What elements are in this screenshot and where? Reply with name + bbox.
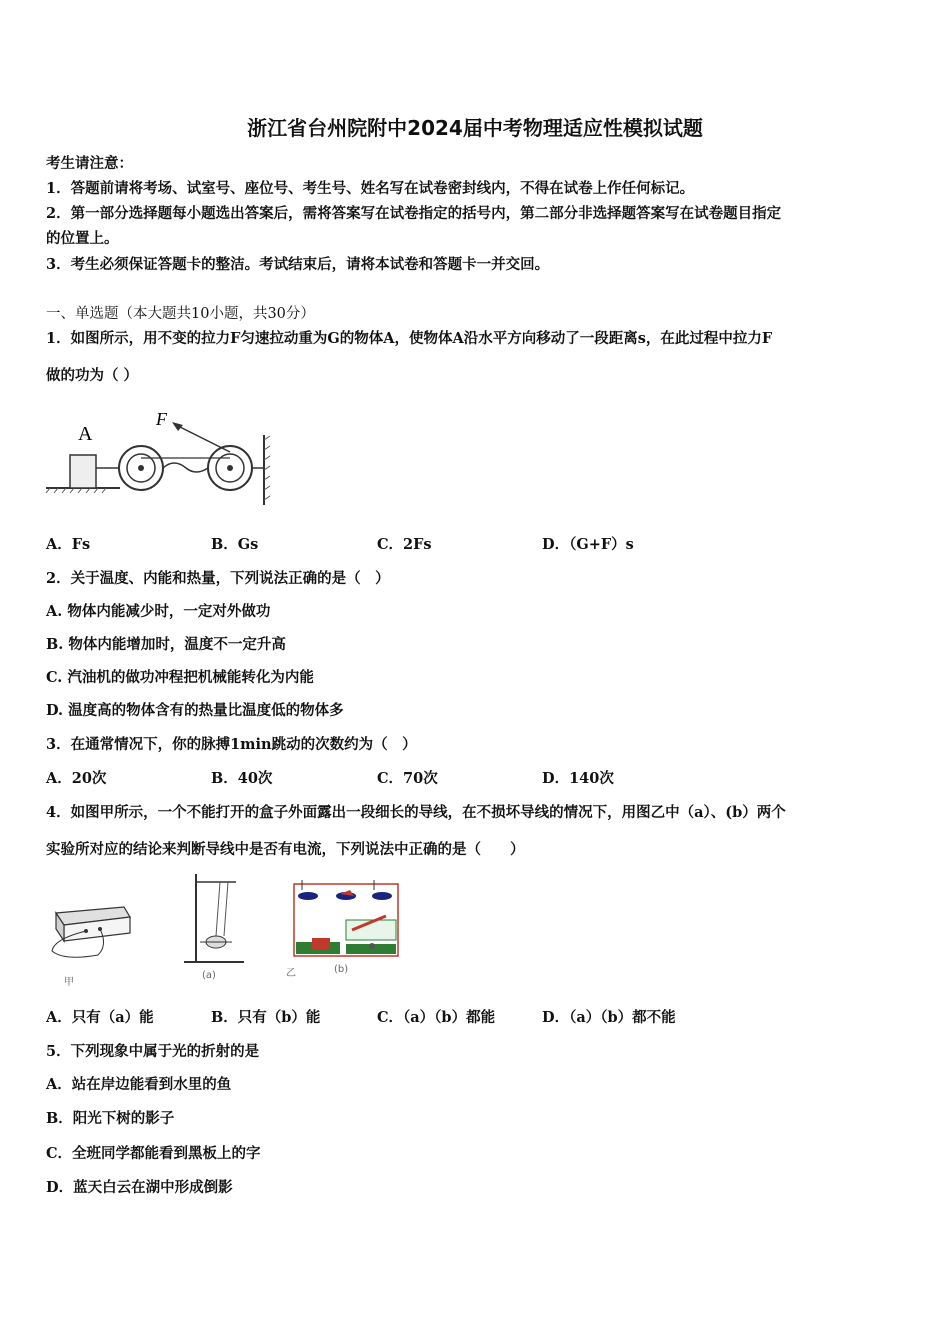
- notice-item: 2．第一部分选择题每小题选出答案后，需将答案写在试卷指定的括号内，第二部分非选择题答案写在试卷题目指定: [46, 205, 782, 222]
- q3-option-a[interactable]: A．20次: [46, 770, 107, 787]
- q5-option-c[interactable]: C．全班同学都能看到黑板上的字: [46, 1145, 261, 1162]
- q2-option-c[interactable]: C. 汽油机的做功冲程把机械能转化为内能: [46, 669, 314, 686]
- q2-option-d[interactable]: D. 温度高的物体含有的热量比温度低的物体多: [46, 702, 344, 719]
- page-title: 浙江省台州院附中2024届中考物理适应性模拟试题: [247, 116, 703, 140]
- section-heading: 一、单选题（本大题共10小题，共30分）: [46, 306, 315, 322]
- fig-label-a-small: (a): [202, 970, 216, 981]
- q4-option-c[interactable]: C．（a）（b）都能: [377, 1009, 496, 1026]
- fig-label-yi: 乙: [286, 968, 296, 979]
- notice-item: 1．答题前请将考场、试室号、座位号、考生号、姓名写在试卷密封线内，不得在试卷上作任何标记。: [46, 180, 695, 197]
- q3-stem: 3．在通常情况下，你的脉搏1min跳动的次数约为（ ）: [46, 736, 417, 753]
- q1-stem-line1: 1．如图所示，用不变的拉力F匀速拉动重为G的物体A，使物体A沿水平方向移动了一段距离s，在此过程中拉力F: [46, 330, 773, 347]
- q5-option-d[interactable]: D．蓝天白云在湖中形成倒影: [46, 1179, 233, 1196]
- q4-stem-line1: 4．如图甲所示，一个不能打开的盒子外面露出一段细长的导线，在不损坏导线的情况下，用图乙中（a）、(b）两个: [46, 804, 786, 821]
- notice-item: 3．考生必须保证答题卡的整洁。考试结束后，请将本试卷和答题卡一并交回。: [46, 256, 550, 273]
- q4-option-b[interactable]: B．只有（b）能: [211, 1009, 321, 1026]
- notice-heading: 考生请注意：: [46, 155, 133, 172]
- q2-stem: 2．关于温度、内能和热量，下列说法正确的是（ ）: [46, 570, 390, 587]
- q1-option-c[interactable]: C．2Fs: [377, 536, 432, 553]
- q4-figure-b: [282, 878, 402, 984]
- q2-option-a[interactable]: A. 物体内能减少时，一定对外做功: [46, 603, 271, 620]
- fig-label-b-small: (b): [334, 964, 349, 975]
- fig-label-a: A: [78, 423, 93, 445]
- q5-stem: 5．下列现象中属于光的折射的是: [46, 1043, 260, 1060]
- q1-option-d[interactable]: D．（G+F）s: [542, 536, 634, 553]
- q4-stem-line2: 实验所对应的结论来判断导线中是否有电流，下列说法中正确的是（ ）: [46, 841, 525, 858]
- q3-option-b[interactable]: B．40次: [211, 770, 273, 787]
- q2-option-b[interactable]: B. 物体内能增加时，温度不一定升高: [46, 636, 286, 653]
- q1-option-b[interactable]: B．Gs: [211, 536, 259, 553]
- q5-option-a[interactable]: A．站在岸边能看到水里的鱼: [46, 1076, 232, 1093]
- q3-option-c[interactable]: C．70次: [377, 770, 438, 787]
- q3-option-d[interactable]: D．140次: [542, 770, 614, 787]
- fig-label-jia: 甲: [64, 977, 74, 988]
- q1-pulley-figure: [44, 400, 274, 510]
- q1-stem-line2: 做的功为（ ）: [46, 367, 139, 384]
- notice-item: 的位置上。: [46, 230, 119, 247]
- q4-option-a[interactable]: A．只有（a）能: [46, 1009, 154, 1026]
- q4-figure-a: [180, 870, 250, 982]
- fig-label-f: F: [156, 409, 167, 429]
- q5-option-b[interactable]: B．阳光下树的影子: [46, 1110, 175, 1127]
- q4-box-figure: [44, 895, 134, 990]
- q1-option-a[interactable]: A．Fs: [46, 536, 91, 553]
- q4-option-d[interactable]: D．（a）（b）都不能: [542, 1009, 676, 1026]
